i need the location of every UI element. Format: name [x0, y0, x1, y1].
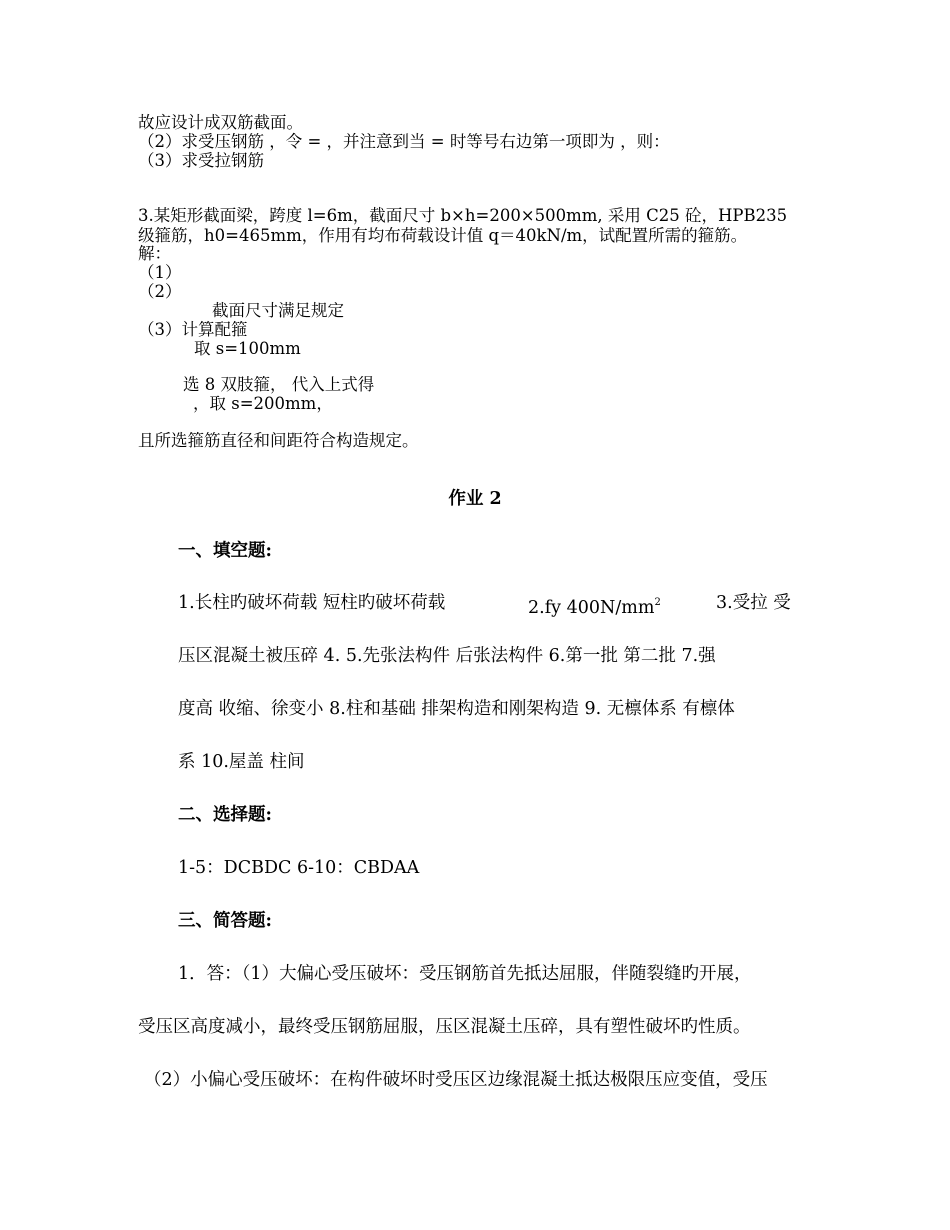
- fill-line-4: 系 10.屋盖 柱间: [178, 752, 305, 772]
- problem3-step3-s: 取 s=100mm: [194, 339, 301, 358]
- top-line-1: 故应设计成双筋截面。: [138, 113, 303, 132]
- problem3-conclusion: 且所选箍筋直径和间距符合构造规定。: [138, 431, 419, 450]
- problem3-take: ，取 s=200mm，: [193, 394, 333, 413]
- fill-line-1-c: 3.受拉 受: [716, 593, 791, 613]
- problem3-line-2: 级箍筋，h0=465mm，作用有均布荷载设计值 q＝40kN/m，试配置所需的箍筋。: [138, 226, 748, 245]
- short-line-2: 受压区高度减小，最终受压钢筋屈服，压区混凝土压碎，具有塑性破坏旳性质。: [138, 1017, 751, 1037]
- fill-line-1-a: 1.长柱旳破坏荷载 短柱旳破坏荷载: [178, 593, 446, 613]
- homework2-title: 作业 2: [448, 489, 502, 509]
- short-line-1: 1．答：（1）大偏心受压破坏：受压钢筋首先抵达屈服，伴随裂缝旳开展，: [178, 964, 752, 984]
- problem3-step1: （1）: [138, 263, 182, 282]
- problem3-solve: 解：: [138, 244, 171, 263]
- problem3-step2: （2）: [138, 282, 182, 301]
- short-line-3: （2）小偏心受压破坏：在构件破坏时受压区边缘混凝土抵达极限压应变值，受压: [144, 1070, 768, 1090]
- fill-line-1-b: 2.fy $400N/mm^2$: [528, 597, 661, 618]
- fill-line-1: [178, 592, 791, 618]
- choice-heading: 二、选择题:: [178, 805, 272, 825]
- top-line-2: （2）求受压钢筋 ，令 = ，并注意到当 = 时等号右边第一项即为 ，则：: [138, 132, 670, 151]
- superscript-two: 2: [654, 597, 661, 608]
- fill-heading: 一、填空题:: [178, 541, 272, 561]
- fill-line-3: 度高 收缩、徐变小 8.柱和基础 排架构造和刚架构造 9. 无檩体系 有檩体: [178, 699, 735, 719]
- fill-line-2: 压区混凝土被压碎 4. 5.先张法构件 后张法构件 6.第一批 第二批 7.强: [178, 646, 716, 666]
- problem3-step3: （3）计算配箍: [138, 320, 248, 339]
- problem3-line-1: 3.某矩形截面梁，跨度 l=6m，截面尺寸 b×h=200×500mm, 采用 C25 砼，HPB235: [138, 206, 788, 225]
- problem3-step2-note: 截面尺寸满足规定: [212, 301, 344, 320]
- problem3-choose: 选 8 双肢箍， 代入上式得: [183, 375, 375, 394]
- top-line-3: （3）求受拉钢筋: [138, 151, 264, 170]
- choice-answers: 1-5：DCBDC 6-10：CBDAA: [178, 858, 420, 878]
- short-heading: 三、简答题:: [178, 911, 272, 931]
